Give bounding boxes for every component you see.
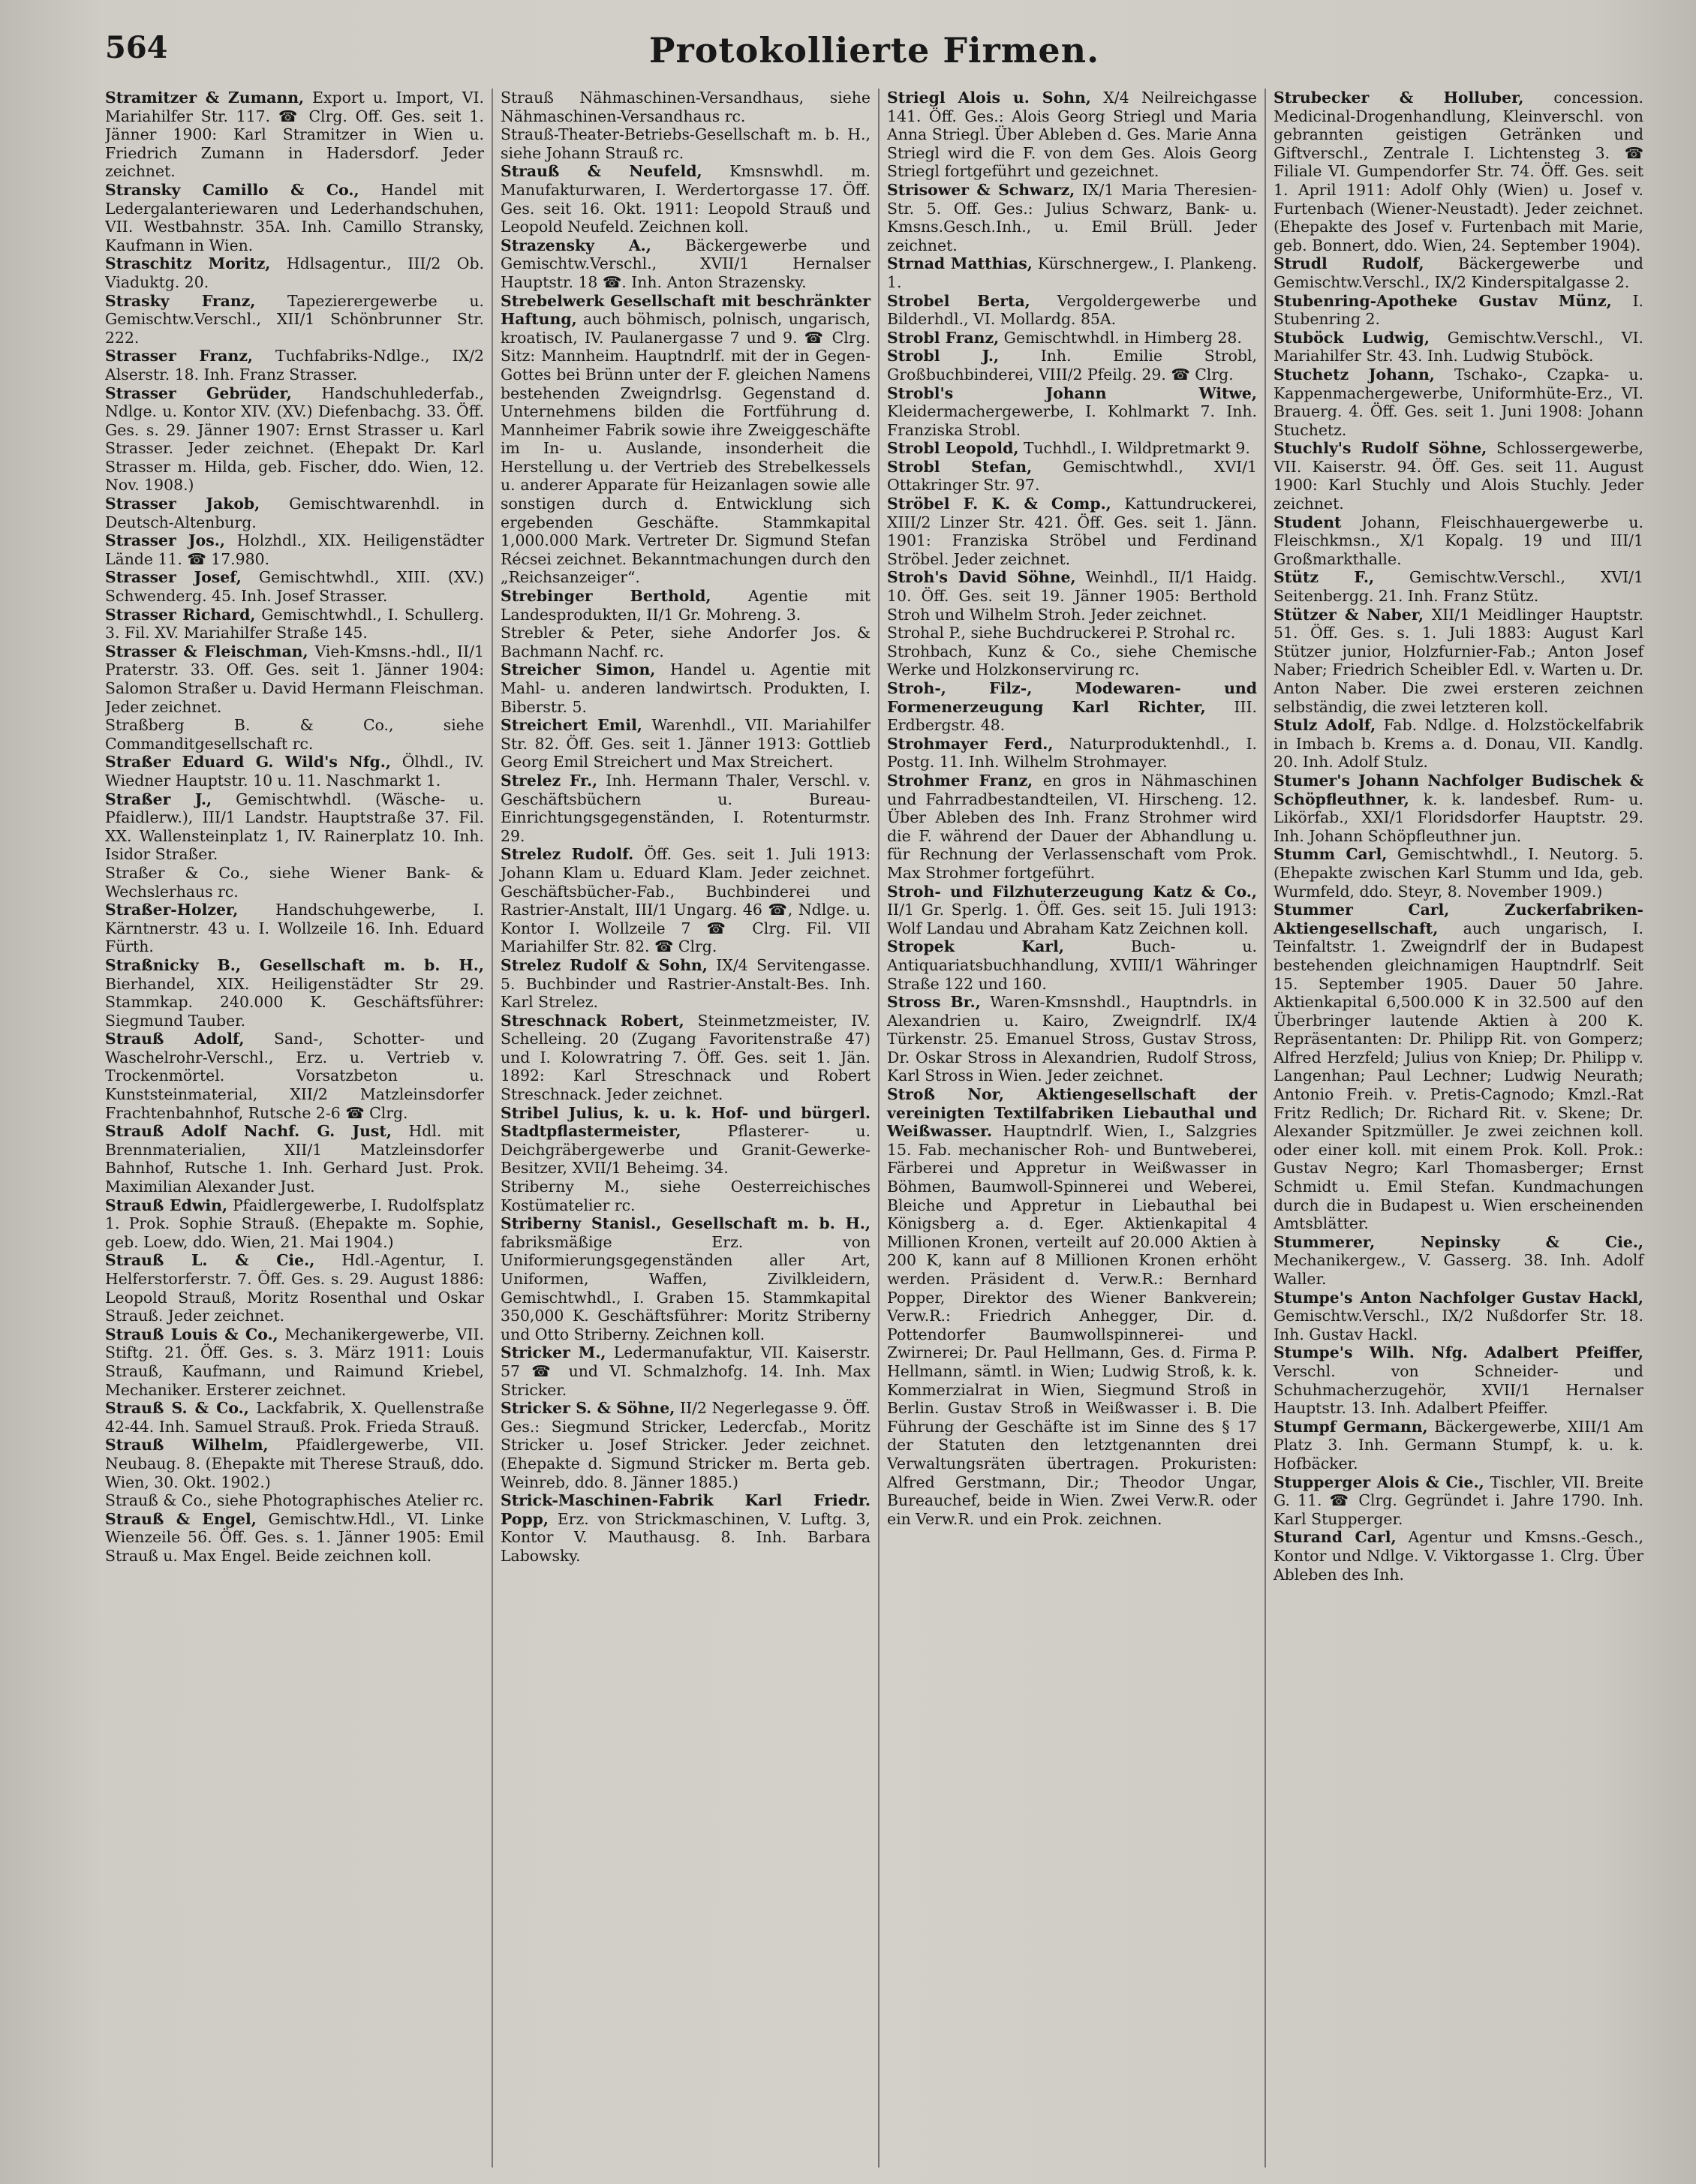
- firm-details: II/1 Gr. Sperlg. 1. Öff. Ges. seit 15. Juli 1913: Wolf Landau und Abraham Katz Zeichnen koll.: [887, 901, 1257, 937]
- firm-details: Warenhdl., VII. Mariahilfer Str. 82. Öff. Ges. seit 1. Jänner 1913: Gottlieb Georg Emil Streichert und Max Streichert.: [501, 716, 871, 772]
- firm-name: Strelez Rudolf.: [501, 845, 634, 864]
- firm-entry: [887, 347, 1257, 384]
- firm-details: Fab. Ndlge. d. Holzstöckelfabrik in Imbach b. Krems a. d. Donau, VII. Kandlg. 20. Inh. Adolf Stulz.: [1274, 716, 1643, 772]
- firm-details: Steinmetzmeister, IV. Schelleing. 20 (Zugang Favoritenstraße 47) und I. Kolowratring 7. Öff. Ges. seit 1. Jän. 1892: Karl Streschnack und Robert Streschnack. Jeder zeichnet.: [501, 1011, 871, 1104]
- firm-entry: [105, 716, 484, 753]
- firm-details: Straßer & Co., siehe Wiener Bank- & Wechslerhaus rc.: [105, 863, 484, 901]
- firm-name: Student: [1274, 513, 1342, 531]
- firm-entry: [501, 162, 871, 236]
- firm-entry: [1274, 1343, 1643, 1417]
- firm-details: Schlossergewerbe, VII. Kaiserstr. 94. Öff. Ges. seit 11. August 1900: Karl Stuchly und Alois Stuchly. Jeder zeichnet.: [1274, 439, 1643, 513]
- firm-details: Strohbach, Kunz & Co., siehe Chemische Werke und Holzkonservirung rc.: [887, 642, 1257, 679]
- firm-details: Mechanikergew., V. Gasserg. 38. Inh. Adolf Waller.: [1274, 1251, 1643, 1288]
- firm-entry: [501, 624, 871, 660]
- firm-details: Öff. Ges. seit 1. Juli 1913: Johann Klam u. Eduard Klam. Jeder zeichnet. Geschäftsbücher-Fab., Buchbinderei und Rastrier-Anstalt, III/1 Ungarg. 46 ☎, Ndlge. u. Kontor I. Wollzeile 7 ☎ Clrg. Fil. VII Mariahilfer Str. 82. ☎ Clrg.: [501, 845, 871, 956]
- column-2: [492, 89, 878, 2167]
- firm-details: IX/4 Servitengasse. 5. Buchbinder und Rastrier-Anstalt-Bes. Inh. Karl Strelez.: [501, 955, 871, 1012]
- firm-name: Strnad Matthias,: [887, 254, 1033, 273]
- firm-entry: [1274, 366, 1643, 439]
- firm-name: Strasky Franz,: [105, 291, 256, 310]
- page-title: Protokollierte Firmen.: [648, 30, 1100, 71]
- firm-details: en gros in Nähmaschinen und Fahrradbestandteilen, VI. Hirscheng. 12. Über Ableben des Inh. Franz Strohmer wird die F. während der Dauer der Abhandlung u. für Rechnung der Verlassenschaft vom Prok. Max Strohmer fortgeführt.: [887, 771, 1257, 882]
- firm-name: Strohmer Franz,: [887, 771, 1033, 790]
- firm-entry: [105, 901, 484, 956]
- firm-name: Strauß Adolf,: [105, 1030, 245, 1048]
- firm-name: Streschnack Robert,: [501, 1011, 684, 1030]
- firm-details: Ölhdl., IV. Wiedner Hauptstr. 10 u. 11. Naschmarkt 1.: [105, 753, 484, 790]
- firm-name: Strelez Fr.,: [501, 771, 598, 790]
- page-header: [105, 30, 1643, 83]
- firm-details: Straßberg B. & Co., siehe Commanditgesellschaft rc.: [105, 716, 484, 753]
- firm-name: Stribel Julius, k. u. k. Hof- und bürgerl. Stadtpflastermeister,: [501, 1103, 871, 1141]
- firm-name: Stuböck Ludwig,: [1274, 328, 1430, 347]
- firm-details: Gemischtwarenhdl. in Deutsch-Altenburg.: [105, 495, 484, 531]
- firm-name: Stützer & Naber,: [1274, 605, 1424, 624]
- firm-name: Strasser Josef,: [105, 568, 242, 587]
- firm-details: I. Stubenring 2.: [1274, 291, 1643, 329]
- firm-entry: [105, 347, 484, 384]
- firm-entry: [1274, 1418, 1643, 1473]
- firm-name: Stuchly's Rudolf Söhne,: [1274, 439, 1487, 458]
- firm-name: Strobl Leopold,: [887, 439, 1019, 458]
- firm-details: Hauptndrlf. Wien, I., Salzgries 15. Fab. mechanischer Roh- und Buntweberei, Färberei und Appretur in Weißwasser in Böhmen, Baumwoll-Spinnerei und Weberei, Bleiche und Appretur in Liebauthal bei Königsberg a. d. Eger. Aktienkapital 4 Millionen Kronen, verteilt auf 20.000 Aktien à 200 K, kann auf 8 Millionen Kronen erhöht werden. Präsident d. Verw.R.: Bernhard Popper, Direktor des Wiener Bankverein; Verw.R.: Friedrich Anhegger, Dir. d. Pottendorfer Baumwollspinnerei- und Zwirnerei; Dr. Paul Hellmann, Ges. d. Firma P. Hellmann, sämtl. in Wien; Ludwig Stroß, k. k. Kommerzialrat in Wien, Siegmund Stroß in Berlin. Gustav Stroß in Weißwasser i. B. Die Führung der Geschäfte ist im Sinne des § 17 der Statuten den letztgenannten drei Verwaltungsräten übertragen. Prokuristen: Alfred Gerstmann, Dir.; Theodor Ungar, Bureauchef, beide in Wien. Zwei Verw.R. oder ein Verw.R. und ein Prok. zeichnen.: [887, 1122, 1257, 1528]
- firm-entry: [887, 937, 1257, 993]
- firm-details: Kleidermachergewerbe, I. Kohlmarkt 7. Inh. Franziska Strobl.: [887, 402, 1257, 439]
- firm-details: Tschako-, Czapka- u. Kappenmachergewerbe, Uniformhüte-Erz., VI. Brauerg. 4. Öff. Ges. seit 1. Juni 1908: Johann Stuchetz.: [1274, 365, 1643, 439]
- firm-name: Ströbel F. K. & Comp.,: [887, 495, 1111, 513]
- firm-entry: [1274, 606, 1643, 717]
- firm-details: Inh. Hermann Thaler, Verschl. v. Geschäftsbüchern u. Bureau-Einrichtungsgegenständen, I. Rotenturmstr. 29.: [501, 771, 871, 845]
- firm-entry: [1274, 1528, 1643, 1584]
- firm-details: Verschl. von Schneider- und Schuhmacherzugehör, XVII/1 Hernalser Hauptstr. 13. Inh. Adalbert Pfeiffer.: [1274, 1361, 1643, 1418]
- firm-entry: [887, 458, 1257, 495]
- firm-entry: [501, 1214, 871, 1343]
- firm-name: Strelez Rudolf & Sohn,: [501, 955, 708, 974]
- firm-name: Strauß L. & Cie.,: [105, 1251, 315, 1270]
- firm-entry: [1274, 329, 1643, 366]
- firm-name: Stumpe's Wilh. Nfg. Adalbert Pfeiffer,: [1274, 1343, 1643, 1362]
- firm-name: Strauß & Neufeld,: [501, 162, 702, 181]
- firm-name: Straschitz Moritz,: [105, 254, 271, 273]
- firm-details: XII/1 Meidlinger Hauptstr. 51. Öff. Ges. s. 1. Juli 1883: August Karl Stützer junior, Holzfurnier-Fab.; Anton Josef Naber; Friedrich Scheibler Edl. v. Warten u. Dr. Anton Naber. Die zwei ersteren zeichnen selbständig, die zwei letzteren koll.: [1274, 605, 1643, 716]
- firm-entry: [105, 956, 484, 1030]
- firm-entry: [501, 1178, 871, 1214]
- firm-entry: [887, 181, 1257, 254]
- firm-name: Strasser & Fleischman,: [105, 642, 308, 660]
- firm-entry: [887, 495, 1257, 568]
- firm-details: Erz. von Strickmaschinen, V. Luftg. 3, Kontor V. Mauthausg. 8. Inh. Barbara Labowsky.: [501, 1509, 871, 1565]
- firm-name: Stricker S. & Söhne,: [501, 1399, 675, 1418]
- firm-entry: [887, 329, 1257, 347]
- firm-name: Stumm Carl,: [1274, 845, 1388, 864]
- firm-name: Stubenring-Apotheke Gustav Münz,: [1274, 291, 1612, 310]
- firm-entry: [105, 254, 484, 291]
- firm-entry: [105, 1251, 484, 1325]
- firm-name: Stross Br.,: [887, 993, 981, 1012]
- firm-details: Handel mit Ledergalanteriewaren und Lederhandschuhen, VII. Westbahnstr. 35A. Inh. Camillo Stransky, Kaufmann in Wien.: [105, 180, 484, 254]
- firm-name: Stuchetz Johann,: [1274, 365, 1435, 384]
- firm-entry: [105, 531, 484, 568]
- firm-details: auch böhmisch, polnisch, ungarisch, kroatisch, IV. Paulanergasse 7 und 9. ☎ Clrg. Sitz: Mannheim. Hauptndrlf. mit der in Gegen-Gottes bei Brünn unter der F. gleichen Namens bestehenden Zweigndrlsg. Gegenstand d. Unternehmens bilden die Fortführung d. Mannheimer Fabrik sowie ihre Zweiggeschäfte im In- u. Auslande, insonderheit die Herstellung u. der Vertrieb des Strebelkessels u. anderer Apparate für Heizanlagen sowie alle sonstigen durch d. Entwicklung sich ergebenden Geschäfte. Stammkapital 1,000.000 Mark. Vertreter Dr. Sigmund Stefan Récsei zeichnet. Bekanntmachungen durch den „Reichsanzeiger“.: [501, 310, 871, 587]
- firm-name: Straßer-Holzer,: [105, 901, 239, 919]
- firm-name: Streicher Simon,: [501, 660, 656, 679]
- firm-name: Stransky Camillo & Co.,: [105, 180, 359, 199]
- page-number: 564: [105, 30, 168, 65]
- firm-entry: [887, 735, 1257, 772]
- firm-details: Gemischtw.Verschl., VI. Mariahilfer Str. 43. Inh. Ludwig Stuböck.: [1274, 328, 1643, 366]
- firm-details: Gemischtwhdl., XIII. (XV.) Schwenderg. 45. Inh. Josef Strasser.: [105, 568, 484, 606]
- firm-name: Stropek Karl,: [887, 937, 1064, 956]
- firm-entry: [105, 753, 484, 790]
- firm-details: Lackfabrik, X. Quellenstraße 42-44. Inh. Samuel Strauß. Prok. Frieda Strauß.: [105, 1399, 485, 1436]
- firm-name: Stummerer, Nepinsky & Cie.,: [1274, 1232, 1643, 1251]
- firm-details: Gemischtwhdl. in Himberg 28.: [999, 328, 1242, 347]
- firm-details: fabriksmäßige Erz. von Uniformierungsgegenständen aller Art, Uniformen, Waffen, Zivilkleidern, Gemischtwhdl., I. Graben 15. Stammkapital 350,000 K. Geschäftsführer: Moritz Striberny und Otto Striberny. Zeichnen koll.: [501, 1232, 871, 1343]
- firm-entry: [105, 1510, 484, 1566]
- firm-name: Strasser Jakob,: [105, 495, 260, 513]
- firm-entry: [105, 89, 484, 181]
- firm-details: X/4 Neilreichgasse 141. Öff. Ges.: Alois Georg Striegl und Maria Anna Striegl. Über Ableben d. Ges. Marie Anna Striegl wird die F. von dem Ges. Alois Georg Striegl fortgeführt und gezeichnet.: [887, 89, 1257, 181]
- firm-entry: [1274, 89, 1643, 254]
- firm-name: Strauß Edwin,: [105, 1196, 228, 1214]
- firm-details: Handschuhgewerbe, I. Kärntnerstr. 43 u. I. Wollzeile 16. Inh. Eduard Fürth.: [105, 901, 484, 956]
- firm-entry: [887, 568, 1257, 624]
- firm-entry: [1274, 568, 1643, 605]
- firm-name: Stroh's David Söhne,: [887, 568, 1076, 587]
- firm-entry: [1274, 901, 1643, 1233]
- firm-entry: [105, 495, 484, 531]
- firm-details: Strauß & Co., siehe Photographisches Atelier rc.: [105, 1491, 484, 1510]
- firm-name: Strobl Stefan,: [887, 457, 1033, 476]
- firm-entry: [501, 89, 871, 125]
- firm-details: Vieh-Kmsns.-hdl., II/1 Praterstr. 33. Off. Ges. seit 1. Jänner 1904: Salomon Straßer u. David Hermann Fleischman. Jeder zeichnet.: [105, 642, 484, 716]
- firm-entry: [887, 254, 1257, 291]
- firm-entry: [887, 772, 1257, 883]
- firm-details: Pfaidlergewerbe, VII. Neubaug. 8. (Ehepakte mit Therese Strauß, ddo. Wien, 30. Okt. 1902.): [105, 1436, 484, 1491]
- firm-details: Bäckergewerbe und Gemischtw.Verschl., IX/2 Kinderspitalgasse 2.: [1274, 254, 1643, 291]
- firm-name: Strasser Gebrüder,: [105, 384, 292, 402]
- firm-entry: [501, 587, 871, 624]
- firm-details: Waren-Kmsnshdl., Hauptndrls. in Alexandrien u. Kairo, Zweigndrlf. IX/4 Türkenstr. 25. Emanuel Stross, Gustav Stross, Dr. Oskar Stross in Alexandrien, Rudolf Stross, Karl Stross in Wien. Jeder zeichnet.: [887, 993, 1257, 1085]
- firm-name: Stroh-, Filz-, Modewaren- und Formenerzeugung Karl Richter,: [887, 679, 1257, 716]
- firm-entry: [105, 1491, 484, 1510]
- firm-name: Straßnicky B., Gesellschaft m. b. H.,: [105, 955, 484, 974]
- firm-details: Mechanikergewerbe, VII. Stiftg. 21. Öff. Ges. s. 3. März 1911: Louis Strauß, Kaufmann, und Raimund Kriebel, Mechaniker. Ersterer zeichnet.: [105, 1325, 485, 1399]
- firm-name: Stramitzer & Zumann,: [105, 89, 305, 107]
- firm-entry: [105, 181, 484, 254]
- firm-name: Striegl Alois u. Sohn,: [887, 89, 1091, 107]
- firm-name: Stumpe's Anton Nachfolger Gustav Hackl,: [1274, 1288, 1643, 1307]
- firm-details: Bäckergewerbe und Gemischtw.Verschl., XVII/1 Hernalser Hauptstr. 18 ☎. Inh. Anton Strazensky.: [501, 236, 871, 291]
- firm-name: Strebelwerk Gesellschaft mit beschränkter Haftung,: [501, 291, 871, 329]
- firm-entry: [105, 384, 484, 495]
- firm-name: Stummer Carl, Zuckerfabriken-Aktiengesellschaft,: [1274, 901, 1643, 937]
- firm-details: Gemischtwhdl. (Wäsche- u. Pfaidlerw.), III/1 Landstr. Hauptstraße 37. Fil. XX. Wallensteinplatz 1, IV. Rainerplatz 10. Inh. Isidor Straßer.: [105, 790, 484, 864]
- firm-entry: [1274, 254, 1643, 291]
- firm-entry: [1274, 1473, 1643, 1529]
- firm-details: IX/1 Maria Theresien-Str. 5. Off. Ges.: Julius Schwarz, Bank- u. Kmsns.Gesch.Inh., u. Emil Brüll. Jeder zeichnet.: [887, 180, 1257, 254]
- firm-details: k. k. landesbef. Rum- u. Likörfab., XXI/1 Floridsdorfer Hauptstr. 29. Inh. Johann Schöpfleuthner jun.: [1274, 790, 1643, 845]
- firm-entry: [1274, 439, 1643, 513]
- firm-details: Gemischtwhdl., XVI/1 Ottakringer Str. 97.: [887, 457, 1257, 495]
- firm-details: Sand-, Schotter- und Waschelrohr-Verschl., Erz. u. Vertrieb v. Trockenmörtel. Vorsatzbeton u. Kunststeinmaterial, XII/2 Matzleinsdorfer Frachtenbahnhof, Rutsche 2-6 ☎ Clrg.: [105, 1030, 484, 1122]
- firm-name: Straßer Eduard G. Wild's Nfg.,: [105, 753, 392, 772]
- firm-details: Strohal P., siehe Buchdruckerei P. Strohal rc.: [887, 624, 1236, 642]
- firm-name: Strisower & Schwarz,: [887, 180, 1075, 199]
- firm-name: Strauß & Engel,: [105, 1509, 257, 1528]
- firm-details: Gemischtwhdl., I. Schullerg. 3. Fil. XV. Mariahilfer Straße 145.: [105, 605, 484, 642]
- firm-entry: [1274, 1289, 1643, 1344]
- firm-name: Straßer J.,: [105, 790, 212, 808]
- firm-entry: [105, 606, 484, 642]
- firm-entry: [501, 1012, 871, 1104]
- firm-details: concession. Medicinal-Drogenhandlung, Kleinverschl. von gebrannten geistigen Getränken und Giftverschl., Zentrale I. Lichtensteg 3. ☎ Filiale VI. Gumpendorfer Str. 74. Öff. Ges. seit 1. April 1911: Adolf Ohly (Wien) u. Josef v. Furtenbach (Wiener-Neustadt). Jeder zeichnet. (Ehepakte des Josef v. Furtenbach mit Marie, geb. Bonnert, ddo. Wien, 24. September 1904).: [1274, 89, 1643, 254]
- firm-entry: [887, 624, 1257, 642]
- firm-name: Strazensky A.,: [501, 236, 651, 254]
- firm-details: Kürschnergew., I. Plankeng. 1.: [887, 254, 1257, 291]
- firm-entry: [105, 642, 484, 716]
- firm-details: Holzhdl., XIX. Heiligenstädter Lände 11. ☎ 17.980.: [105, 531, 484, 568]
- firm-details: Kattundruckerei, XIII/2 Linzer Str. 421. Öff. Ges. seit 1. Jänn. 1901: Franziska Ströbel und Ferdinand Ströbel. Jeder zeichnet.: [887, 495, 1257, 568]
- firm-details: Pflasterer- u. Deichgräbergewerbe und Granit-Gewerke-Besitzer, XVII/1 Beheimg. 34.: [501, 1122, 871, 1178]
- firm-entry: [887, 1085, 1257, 1528]
- firm-entry: [1274, 716, 1643, 772]
- firm-name: Strebinger Berthold,: [501, 587, 711, 606]
- firm-entry: [105, 1196, 484, 1252]
- firm-details: Johann, Fleischhauergewerbe u. Fleischkmsn., X/1 Kopalg. 19 und III/1 Großmarkthalle.: [1274, 513, 1643, 568]
- firm-details: Buch- u. Antiquariatsbuchhandlung, XVIII/1 Währinger Straße 122 und 160.: [887, 937, 1258, 993]
- firm-details: Strebler & Peter, siehe Andorfer Jos. & Bachmann Nachf. rc.: [501, 624, 871, 660]
- firm-details: Gemischtwhdl., I. Neutorg. 5. (Ehepakte zwischen Karl Stumm und Ida, geb. Wurmfeld, ddo. Steyr, 8. November 1909.): [1274, 845, 1644, 901]
- firm-details: Hdl. mit Brennmaterialien, XII/1 Matzleinsdorfer Bahnhof, Rutsche 1. Inh. Gerhard Just. Prok. Maximilian Alexander Just.: [105, 1122, 485, 1196]
- firm-details: Pfaidlergewerbe, I. Rudolfsplatz 1. Prok. Sophie Strauß. (Ehepakte m. Sophie, geb. Loew, ddo. Wien, 21. Mai 1904.): [105, 1196, 484, 1251]
- firm-details: Bierhandel, XIX. Heiligenstädter Str 29. Stammkap. 240.000 K. Geschäftsführer: Siegmund Tauber.: [105, 974, 484, 1030]
- firm-name: Strick-Maschinen-Fabrik Karl Friedr. Popp,: [501, 1491, 871, 1528]
- firm-name: Streichert Emil,: [501, 716, 642, 735]
- firm-entry: [105, 1122, 484, 1196]
- firm-details: Hdlsagentur., III/2 Ob. Viaduktg. 20.: [105, 254, 485, 291]
- firm-name: Stroß Nor, Aktiengesellschaft der vereinigten Textilfabriken Liebauthal und Weißwasser.: [887, 1085, 1257, 1141]
- firm-name: Stumer's Johann Nachfolger Budischek & Schöpfleuthner,: [1274, 771, 1643, 808]
- firm-entry: [887, 993, 1257, 1085]
- firm-entry: [887, 439, 1257, 458]
- firm-name: Strobl Franz,: [887, 328, 1000, 347]
- firm-entry: [501, 1104, 871, 1178]
- firm-details: Vergoldergewerbe und Bilderhdl., VI. Mollardg. 85A.: [887, 291, 1257, 329]
- firm-entry: [105, 292, 484, 347]
- firm-name: Strobel Berta,: [887, 291, 1030, 310]
- firm-details: Export u. Import, VI. Mariahilfer Str. 117. ☎ Clrg. Off. Ges. seit 1. Jänner 1900: Karl Stramitzer in Wien u. Friedrich Zumann in Hadersdorf. Jeder zeichnet.: [105, 89, 484, 181]
- firm-details: auch ungarisch, I. Teinfaltstr. 1. Zweigndrlf der in Budapest bestehenden gleichnamigen Hauptndrlf. Seit 15. September 1905. Dauer 50 Jahre. Aktienkapital 6,500.000 K in 32.500 auf den Überbringer lautende Aktien à 200 K. Repräsentanten: Dr. Philipp Rit. von Gomperz; Alfred Herzfeld; Julius von Kniep; Dr. Philipp v. Langenhan; Paul Lechner; Ludwig Neurath; Antonio Freih. v. Pretis-Cagnodo; Kmzl.-Rat Fritz Redlich; Dr. Richard Rit. v. Skene; Dr. Alexander Spitzmüller. Je zwei zeichnen koll. oder einer koll. mit einem Prok. Koll. Prok.: Gustav Negro; Karl Thomasberger; Ernst Schmidt u. Emil Stefan. Kundmachungen durch die in Budapest u. Wien erscheinenden Amtsblätter.: [1274, 919, 1643, 1233]
- firm-entry: [887, 89, 1257, 181]
- firm-details: Strauß-Theater-Betriebs-Gesellschaft m. b. H., siehe Johann Strauß rc.: [501, 125, 871, 162]
- firm-entry: [887, 384, 1257, 440]
- firm-entry: [105, 864, 484, 901]
- firm-entry: [501, 772, 871, 845]
- firm-entry: [1274, 772, 1643, 845]
- firm-name: Stütz F.,: [1274, 568, 1375, 587]
- firm-name: Strudl Rudolf,: [1274, 254, 1424, 273]
- column-3: [878, 89, 1264, 2167]
- firm-entry: [105, 568, 484, 605]
- firm-details: Agentie mit Landesprodukten, II/1 Gr. Mohreng. 3.: [501, 587, 871, 624]
- firm-name: Strauß Adolf Nachf. G. Just,: [105, 1122, 392, 1141]
- firm-entry: [105, 1325, 484, 1399]
- firm-name: Stroh- und Filzhuterzeugung Katz & Co.,: [887, 882, 1257, 901]
- firm-entry: [501, 845, 871, 956]
- firm-name: Stulz Adolf,: [1274, 716, 1376, 735]
- firm-details: Inh. Emilie Strobl, Großbuchbinderei, VIII/2 Pfeilg. 29. ☎ Clrg.: [887, 347, 1257, 384]
- firm-entry: [105, 1436, 484, 1491]
- firm-entry: [501, 716, 871, 772]
- firm-name: Stricker M.,: [501, 1343, 606, 1362]
- firm-name: Strasser Richard,: [105, 605, 256, 624]
- firm-entry: [1274, 292, 1643, 329]
- firm-entry: [887, 679, 1257, 735]
- firm-entry: [501, 1491, 871, 1565]
- firm-details: Gemischtw.Verschl., XVI/1 Seitenbergg. 21. Inh. Franz Stütz.: [1274, 568, 1643, 606]
- firm-name: Strohmayer Ferd.,: [887, 734, 1054, 753]
- firm-name: Strasser Franz,: [105, 347, 253, 366]
- firm-name: Stupperger Alois & Cie.,: [1274, 1473, 1484, 1491]
- firm-details: Striberny M., siehe Oesterreichisches Kostümatelier rc.: [501, 1178, 871, 1214]
- firm-details: III. Erdbergstr. 48.: [887, 697, 1257, 735]
- firm-entry: [1274, 513, 1643, 569]
- firm-entry: [105, 1399, 484, 1436]
- firm-entry: [105, 790, 484, 864]
- firm-name: Strauß Wilhelm,: [105, 1436, 269, 1454]
- firm-entry: [501, 292, 871, 588]
- firm-name: Strubecker & Holluber,: [1274, 89, 1524, 107]
- firm-details: Gemischtw.Hdl., VI. Linke Wienzeile 56. Öff. Ges. s. 1. Jänner 1905: Emil Strauß u. Max Engel. Beide zeichnen koll.: [105, 1509, 484, 1565]
- firm-entry: [501, 125, 871, 162]
- firm-entry: [887, 883, 1257, 938]
- firm-name: Strasser Jos.,: [105, 531, 225, 550]
- firm-details: Tuchhdl., I. Wildpretmarkt 9.: [1018, 439, 1250, 458]
- firm-name: Striberny Stanisl., Gesellschaft m. b. H.,: [501, 1214, 871, 1233]
- firm-details: Handschuhlederfab., Ndlge. u. Kontor XIV. (XV.) Diefenbachg. 33. Öff. Ges. s. 29. Jänner 1907: Ernst Strasser u. Karl Strasser. Jeder zeichnet. (Ehepakt Dr. Karl Strasser m. Hilda, geb. Fischer, ddo. Wien, 12. Nov. 1908.): [105, 384, 484, 495]
- firm-details: Naturproduktenhdl., I. Postg. 11. Inh. Wilhelm Strohmayer.: [887, 734, 1257, 772]
- firm-details: Gemischtw.Verschl., IX/2 Nußdorfer Str. 18. Inh. Gustav Hackl.: [1274, 1307, 1643, 1343]
- firm-entry: [105, 1030, 484, 1122]
- firm-entry: [501, 236, 871, 292]
- firm-entry: [1274, 1233, 1643, 1289]
- firm-entry: [887, 292, 1257, 329]
- firm-name: Sturand Carl,: [1274, 1528, 1397, 1547]
- firm-details: Agentur und Kmsns.-Gesch., Kontor und Ndlge. V. Viktorgasse 1. Clrg. Über Ableben des Inh.: [1274, 1528, 1643, 1584]
- firm-entry: [501, 956, 871, 1012]
- columns: [105, 89, 1651, 2167]
- firm-details: Tapezierergewerbe u. Gemischtw.Verschl., XII/1 Schönbrunner Str. 222.: [105, 291, 485, 347]
- firm-entry: [887, 642, 1257, 679]
- firm-entry: [501, 1343, 871, 1399]
- firm-name: Strauß Louis & Co.,: [105, 1325, 278, 1343]
- firm-name: Strobl J.,: [887, 347, 1000, 366]
- firm-details: Kmsnswhdl. m. Manufakturwaren, I. Werdertorgasse 17. Öff. Ges. seit 16. Okt. 1911: Leopold Strauß und Leopold Neufeld. Zeichnen koll.: [501, 162, 871, 236]
- firm-details: II/2 Negerlegasse 9. Öff. Ges.: Siegmund Stricker, Ledercfab., Moritz Stricker u. Josef Stricker. Jeder zeichnet. (Ehepakte d. Sigmund Stricker m. Berta geb. Weinreb, ddo. 8. Jänner 1885.): [501, 1399, 871, 1491]
- firm-details: Strauß Nähmaschinen-Versandhaus, siehe Nähmaschinen-Versandhaus rc.: [501, 89, 871, 125]
- firm-details: Handel u. Agentie mit Mahl- u. anderen landwirtsch. Produkten, I. Biberstr. 5.: [501, 660, 871, 716]
- firm-entry: [1274, 845, 1643, 901]
- firm-entry: [501, 660, 871, 716]
- firm-details: Tischler, VII. Breite G. 11. ☎ Clrg. Gegründet i. Jahre 1790. Inh. Karl Stupperger.: [1274, 1473, 1644, 1528]
- firm-name: Strobl's Johann Witwe,: [887, 384, 1257, 402]
- firm-details: Ledermanufaktur, VII. Kaiserstr. 57 ☎ und VI. Schmalzhofg. 14. Inh. Max Stricker.: [501, 1343, 871, 1399]
- column-4: [1264, 89, 1651, 2167]
- firm-name: Stumpf Germann,: [1274, 1417, 1428, 1436]
- firm-details: Bäckergewerbe, XIII/1 Am Platz 3. Inh. Germann Stumpf, k. u. k. Hofbäcker.: [1274, 1417, 1644, 1473]
- firm-name: Strauß S. & Co.,: [105, 1399, 249, 1418]
- firm-details: Hdl.-Agentur, I. Helferstorferstr. 7. Öff. Ges. s. 29. August 1886: Leopold Strauß, Moritz Rosenthal und Oskar Strauß. Jeder zeichnet.: [105, 1251, 484, 1325]
- firm-details: Tuchfabriks-Ndlge., IX/2 Alserstr. 18. Inh. Franz Strasser.: [105, 347, 484, 384]
- firm-details: Weinhdl., II/1 Haidg. 10. Öff. Ges. seit 19. Jänner 1905: Berthold Stroh und Wilhelm Stroh. Jeder zeichnet.: [887, 568, 1257, 624]
- column-1: [105, 89, 492, 2167]
- firm-entry: [501, 1399, 871, 1491]
